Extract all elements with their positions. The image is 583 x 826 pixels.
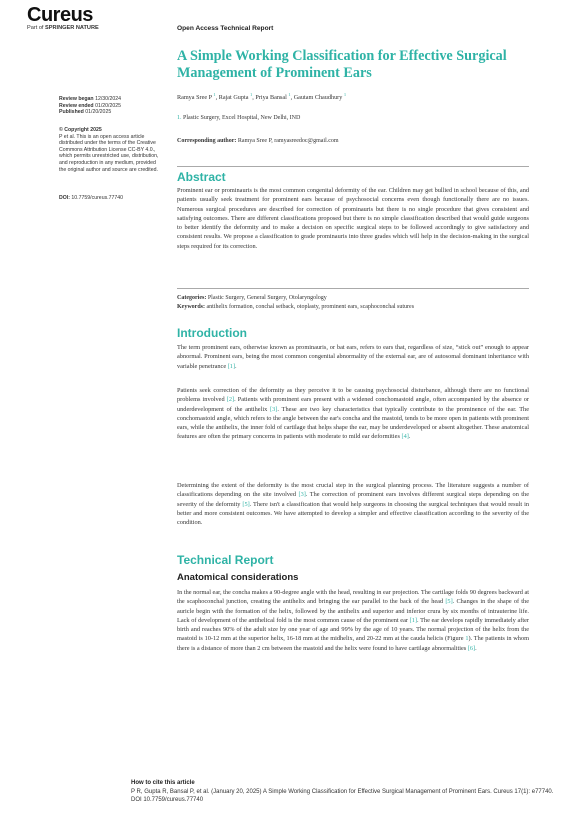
introduction-heading: Introduction	[177, 326, 247, 340]
citation-link[interactable]: [3]	[270, 405, 278, 413]
divider	[177, 288, 529, 289]
affiliation: 1. Plastic Surgery, Excel Hospital, New Delhi, IND	[177, 115, 301, 121]
abstract-text: Prominent ear or prominauris is the most common congenital deformity of the ear. Children may get bullied in school because of this, and patients usually seek treatment for prominent ears because of psychosocial concerns even though functionally there are no issues. Numerous surgical procedures are described for correction of prominauris but there is no single procedure that gives consistent and satisfying outcomes. There are different classifications proposed but there is no simple classification described that would guide surgeons to better identify the deformity and to make a decision on specific surgical steps to be followed accordingly to give satisfactory and consistent results. We propose a classification to grade prominauris into three grades which will help in the decision-making in the surgical steps required for its correction.	[177, 187, 529, 250]
anatomical-considerations-heading: Anatomical considerations	[177, 572, 299, 583]
intro-paragraph-3: Determining the extent of the deformity is the most crucial step in the surgical planning process. The literature suggests a number of classifications depending on the site involved [3]. The correction of prominent ears involves different surgical steps depending on the severity of the deformity [5]. There isn't a classification that would help surgeons in choosing the surgical techniques that would result in better and more consistent outcomes. We have attempted to develop a simpler and effective classification according to the severity of the condition.	[177, 482, 529, 527]
citation-link[interactable]: [5]	[445, 598, 453, 606]
how-to-cite-heading: How to cite this article	[131, 780, 195, 786]
citation-text: P R, Gupta R, Bansal P, et al. (January 20, 2025) A Simple Working Classification for Effective Surgical Management of Prominent Ears. Cureus 17(1): e77740. DOI 10.7759/cureus.77740	[131, 789, 554, 804]
categories-keywords: Categories: Plastic Surgery, General Surgery, Otolaryngology Keywords: antihelix formation, conchal setback, otoplasty, prominent ears, scaphoconchal sutures	[177, 295, 415, 310]
citation-link[interactable]: [4]	[401, 433, 409, 441]
publisher-line: Part of SPRINGER NATURE	[27, 25, 99, 31]
divider	[177, 166, 529, 167]
author-name[interactable]: Priya Bansal	[255, 94, 287, 102]
abstract-heading: Abstract	[177, 170, 226, 184]
intro-paragraph-2: Patients seek correction of the deformity as they perceive it to be causing psychosocial disturbance, although there are no functional problems involved [2]. Patients with prominent ears present with a widened conchomastoid angle, often accompanied by the absence or underdevelopment of the antihelix [3]. These are two key characteristics that typically contribute to the prominence of the ear. The conchomastoid angle, which refers to the angle between the ear's concha and the mastoid, tends to be more open in patients with prominent ears, while the antihelix, the inner fold of cartilage that helps shape the ear, may be underdeveloped or absent altogether. These anatomical features are often the primary concerns in patients with moderate to mild ear deformities [4].	[177, 387, 529, 441]
technical-paragraph-1: In the normal ear, the concha makes a 90-degree angle with the head, resulting in ear projection. The cartilage folds 90 degrees backward at the scaphoconchal junction, creating the antihelix and bringing the ear parallel to the back of the head [5]. Changes in the shape of the auricle begin with the formation of the helix, followed by the antihelix and superior and inferior crura by six months of intrauterine life. Lack of development of the antihelical fold is the most common cause of the prominent ear [1]. The ear develops rapidly immediately after birth and reaches 90% of the adult size by one year of age and 99% by the age of 10 years. The normal projection of the helix from the mastoid is 10-12 mm at the superior helix, 16-18 mm at the midhelix, and 20-22 mm at the cauda helicis (Figure 1). The patients in whom there is a distance of more than 2 cm between the mastoid and the helix were found to have cartilage abnormalities [6].	[177, 589, 529, 652]
technical-report-heading: Technical Report	[177, 553, 274, 567]
citation-link[interactable]: [1]	[409, 616, 417, 624]
intro-paragraph-1: The term prominent ears, otherwise known as prominauris, or bat ears, refers to ears that, regardless of size, “stick out” enough to appear abnormal. Prominent ears, being the most common congenital abnormality of the external ear, are of autosomal dominant inheritance with variable penetrance [1].	[177, 344, 529, 370]
citation-link[interactable]: [3]	[298, 491, 306, 499]
author-name[interactable]: Rajat Gupta	[218, 94, 249, 102]
citation-link[interactable]: [5]	[242, 500, 250, 508]
review-dates: Review began 12/30/2024 Review ended 01/20/2025 Published 01/20/2025	[59, 96, 122, 116]
author-name[interactable]: Gautam Chaudhury	[293, 94, 343, 102]
doi[interactable]: DOI: 10.7759/cureus.77740	[59, 195, 124, 201]
citation-link[interactable]: [1]	[227, 362, 236, 370]
author-list: Ramya Sree P $^1$, Rajat Gupta $^1$, Priya Bansal $^1$, Gautam Chaudhury $^1$	[177, 92, 347, 102]
corresponding-author: Corresponding author: Ramya Sree P, ramyasreedoc@gmail.com	[177, 138, 339, 144]
author-name[interactable]: Ramya Sree P	[177, 94, 212, 102]
citation-link[interactable]: [6]	[467, 644, 476, 652]
figure-link[interactable]: 1	[465, 635, 469, 643]
license-block: © Copyright 2025 P et al. This is an open access article distributed under the terms of the Creative Commons Attribution License CC-BY 4.0., which permits unrestricted use, distribution, and reproduction in any medium, provided the original author and source are credited.	[59, 127, 159, 173]
report-type-label: Open Access Technical Report	[177, 25, 274, 32]
citation-link[interactable]: [2]	[226, 396, 235, 404]
article-title: A Simple Working Classification for Effective Surgical Management of Prominent Ears	[177, 48, 507, 81]
cureus-logo: Cureus	[27, 4, 93, 26]
